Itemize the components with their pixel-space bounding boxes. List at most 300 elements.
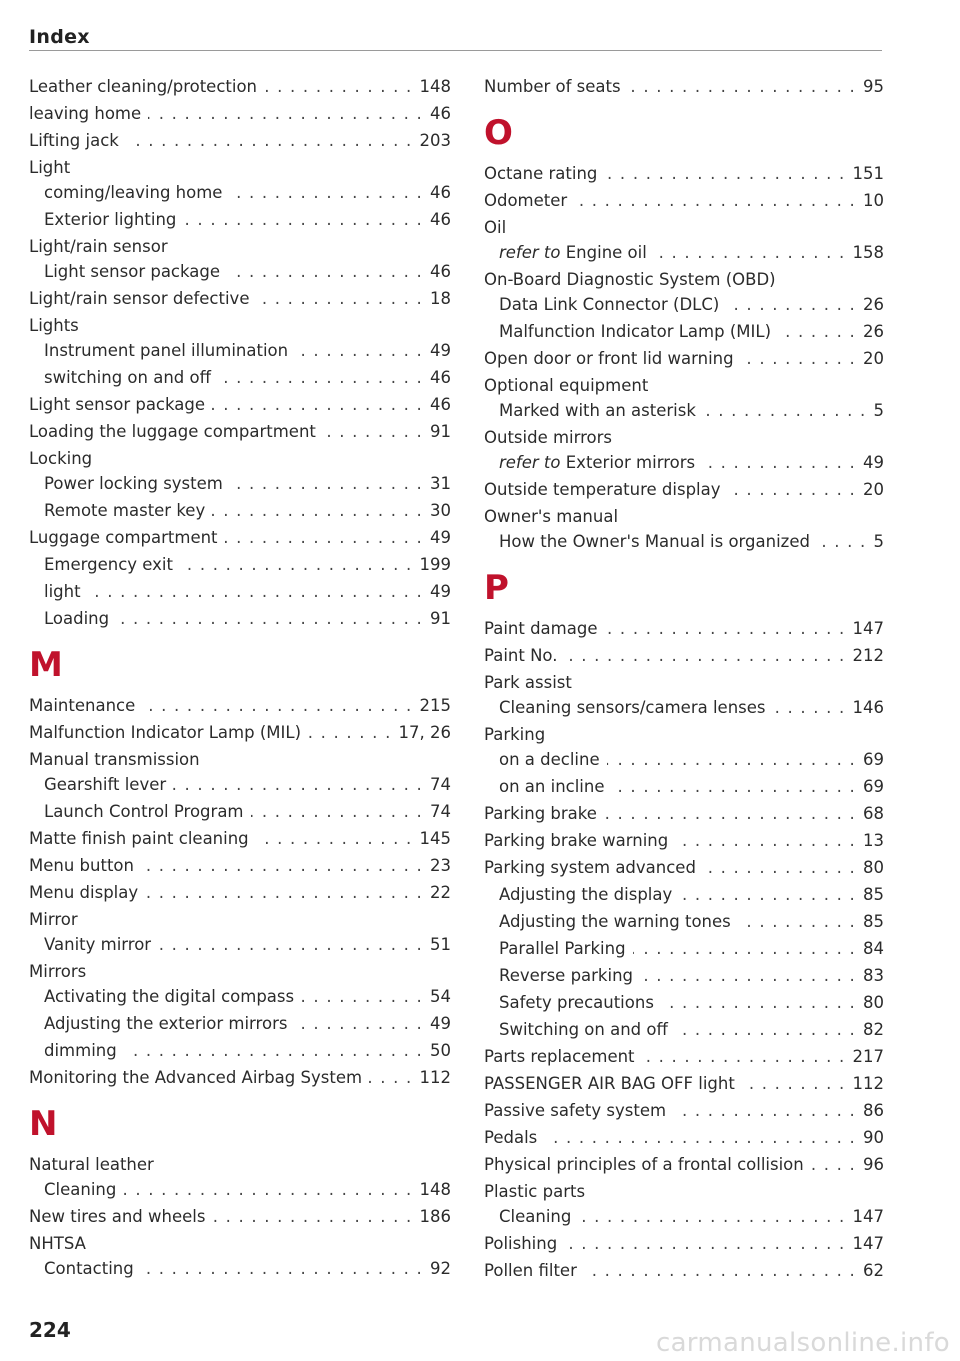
dot-leader: [738, 909, 856, 934]
dot-leader: [773, 695, 846, 720]
page-reference: 18: [430, 289, 451, 308]
page-reference: 5: [873, 401, 884, 420]
index-term: [484, 1152, 804, 1177]
index-term-text: Paint No.: [484, 646, 558, 665]
index-term-text: Malfunction Indicator Lamp (MIL): [29, 723, 302, 742]
dot-leader: [703, 398, 867, 423]
page-reference: 147: [852, 1207, 884, 1226]
index-subentry: [29, 1177, 451, 1202]
page-reference: 17, 26: [398, 723, 451, 742]
index-term-text: Power locking system: [44, 474, 223, 493]
index-term-text: Launch Control Program: [44, 802, 244, 821]
index-term: [484, 188, 567, 213]
index-entry: [484, 828, 884, 853]
index-heading: [29, 313, 451, 338]
index-term: [44, 180, 222, 205]
index-term-text: light: [44, 582, 81, 601]
index-entry: [484, 74, 884, 99]
index-term-text: Optional equipment: [484, 376, 649, 395]
index-entry: [484, 616, 884, 641]
index-entry: [484, 188, 884, 213]
index-term: [44, 799, 244, 824]
page-reference: 10: [863, 191, 884, 210]
index-term-text: Locking: [29, 449, 93, 468]
index-term: [484, 1179, 585, 1204]
dot-leader: [173, 772, 423, 797]
dot-leader: [124, 1038, 423, 1063]
index-term-text: How the Owner's Manual is organized: [499, 532, 810, 551]
page-reference: 46: [430, 395, 451, 414]
index-term-text: Parking brake: [484, 804, 597, 823]
index-heading: [29, 907, 451, 932]
index-term: [29, 1204, 205, 1229]
page-reference: 145: [419, 829, 451, 848]
cross-reference-label: refer to: [499, 243, 561, 262]
dot-leader: [116, 606, 423, 631]
index-term: [484, 1098, 666, 1123]
index-term: [484, 373, 648, 398]
page-reference: 112: [852, 1074, 884, 1093]
index-subentry: [29, 579, 451, 604]
index-term-text: Light/rain sensor defective: [29, 289, 250, 308]
index-term: [29, 419, 316, 444]
index-term-text: Owner's manual: [484, 507, 619, 526]
dot-leader: [741, 346, 856, 371]
index-term-text: Plastic parts: [484, 1182, 586, 1201]
index-term-text: Octane rating: [484, 164, 598, 183]
dot-leader: [251, 799, 424, 824]
dot-leader: [642, 1044, 846, 1069]
index-term-text: Adjusting the warning tones: [499, 912, 731, 931]
page-reference: 50: [430, 1041, 451, 1060]
index-entry: [29, 128, 451, 153]
index-term-text: Adjusting the display: [499, 885, 673, 904]
dot-leader: [145, 880, 423, 905]
index-term: [484, 1044, 635, 1069]
page-reference: 80: [863, 858, 884, 877]
index-subentry: [484, 990, 884, 1015]
index-subentry: [484, 909, 884, 934]
index-term: [29, 234, 168, 259]
index-term-text: Lights: [29, 316, 79, 335]
index-entry: [484, 643, 884, 668]
index-subentry: [484, 398, 884, 423]
page-reference: 147: [852, 619, 884, 638]
index-heading: [484, 215, 884, 240]
index-term-text: New tires and wheels: [29, 1207, 206, 1226]
index-subentry: [29, 207, 451, 232]
page-reference: 49: [430, 1014, 451, 1033]
index-term-text: Loading: [44, 609, 110, 628]
index-entry: [484, 1231, 884, 1256]
index-term: [499, 398, 696, 423]
page-reference: 69: [863, 750, 884, 769]
index-subentry: [29, 984, 451, 1009]
page-reference: 26: [863, 295, 884, 314]
index-term: [499, 529, 810, 554]
index-subentry: [484, 695, 884, 720]
index-term-text: Maintenance: [29, 696, 136, 715]
index-entry: [484, 1125, 884, 1150]
page-reference: 84: [863, 939, 884, 958]
index-term: [29, 959, 86, 984]
index-term: [44, 932, 151, 957]
index-heading: [484, 373, 884, 398]
dot-leader: [564, 1231, 845, 1256]
index-term-text: Odometer: [484, 191, 568, 210]
dot-leader: [88, 579, 423, 604]
index-term-text: Marked with an asterisk: [499, 401, 696, 420]
index-term: [499, 882, 672, 907]
page-reference: 5: [873, 532, 884, 551]
index-term-text: Park assist: [484, 673, 572, 692]
index-term: [29, 747, 200, 772]
dot-leader: [633, 936, 856, 961]
index-subentry: [29, 338, 451, 363]
dot-leader: [323, 419, 423, 444]
index-subentry: [29, 471, 451, 496]
index-term: [484, 855, 696, 880]
index-term-text: Cleaning: [44, 1180, 117, 1199]
index-term-text: Number of seats: [484, 77, 621, 96]
page-reference: 46: [430, 104, 451, 123]
index-term-text: Loading the luggage compartment: [29, 422, 316, 441]
page-reference: 85: [863, 885, 884, 904]
index-subentry: [484, 240, 884, 265]
page-reference: 51: [430, 935, 451, 954]
dot-leader: [212, 392, 423, 417]
index-term: [29, 446, 92, 471]
index-term-text: Pollen filter: [484, 1261, 577, 1280]
page-reference: 49: [430, 341, 451, 360]
index-term: [29, 286, 249, 311]
index-section-letter: N: [29, 1104, 58, 1144]
page-reference: 49: [863, 453, 884, 472]
index-subentry: [29, 498, 451, 523]
index-term-text: Gearshift lever: [44, 775, 167, 794]
page-reference: 46: [430, 262, 451, 281]
dot-leader: [578, 1204, 845, 1229]
index-subentry: [29, 365, 451, 390]
page-reference: 147: [852, 1234, 884, 1253]
dot-leader: [679, 882, 856, 907]
index-term: [499, 909, 731, 934]
index-term: [44, 579, 81, 604]
index-subentry: [29, 552, 451, 577]
index-subentry: [484, 936, 884, 961]
index-term-text: Luggage compartment: [29, 528, 218, 547]
index-term-text: Leather cleaning/protection: [29, 77, 258, 96]
index-subentry: [484, 963, 884, 988]
index-term-text: Exterior lighting: [44, 210, 177, 229]
index-subentry: [29, 932, 451, 957]
index-entry: [29, 392, 451, 417]
index-term-text: Safety precautions: [499, 993, 654, 1012]
index-term-text: Natural leather: [29, 1155, 154, 1174]
index-term-text: Reverse parking: [499, 966, 634, 985]
index-entry: [484, 477, 884, 502]
page-reference: 158: [852, 243, 884, 262]
index-heading: [484, 504, 884, 529]
page-reference: 49: [430, 582, 451, 601]
index-entry: [484, 1044, 884, 1069]
index-term: [29, 525, 218, 550]
index-entry: [484, 855, 884, 880]
index-subentry: [484, 1204, 884, 1229]
index-entry: [484, 1258, 884, 1283]
index-term-text: Parallel Parking: [499, 939, 626, 958]
index-term: [484, 616, 597, 641]
dot-leader: [661, 990, 856, 1015]
dot-leader: [212, 498, 423, 523]
dot-leader: [141, 853, 423, 878]
index-entry: [29, 101, 451, 126]
index-entry: [484, 161, 884, 186]
page-reference: 23: [430, 856, 451, 875]
index-term: [499, 292, 719, 317]
index-term: [484, 643, 557, 668]
index-term: [499, 963, 633, 988]
index-term: [484, 215, 506, 240]
index-term-text: coming/leaving home: [44, 183, 223, 202]
page-reference: 91: [430, 609, 451, 628]
dot-leader: [544, 1125, 856, 1150]
index-term-text: Oil: [484, 218, 507, 237]
page-reference: 80: [863, 993, 884, 1012]
index-term-text: Physical principles of a frontal collision: [484, 1155, 804, 1174]
index-term: [29, 907, 78, 932]
index-entry: [484, 801, 884, 826]
index-heading: [29, 1152, 451, 1177]
page-reference: 82: [863, 1020, 884, 1039]
dot-leader: [728, 477, 856, 502]
index-subentry: [484, 747, 884, 772]
index-entry: [29, 826, 451, 851]
index-term: [499, 319, 771, 344]
index-term-text: Monitoring the Advanced Airbag System: [29, 1068, 363, 1087]
index-heading: [29, 234, 451, 259]
index-subentry: [29, 606, 451, 631]
page-reference: 54: [430, 987, 451, 1006]
index-term-text: Matte finish paint cleaning: [29, 829, 249, 848]
index-term-text: Light/rain sensor: [29, 237, 168, 256]
index-entry: [484, 346, 884, 371]
index-term-text: Mirrors: [29, 962, 87, 981]
index-term: [29, 74, 257, 99]
index-heading: [29, 1231, 451, 1256]
index-term: [484, 670, 572, 695]
index-subentry: [29, 799, 451, 824]
page-reference: 30: [430, 501, 451, 520]
index-term: [499, 747, 600, 772]
index-term: [29, 101, 141, 126]
dot-leader: [183, 207, 423, 232]
index-section-letter: M: [29, 645, 63, 685]
page-number: 224: [29, 1318, 71, 1342]
page-reference: 46: [430, 368, 451, 387]
dot-leader: [227, 259, 423, 284]
index-subentry: [484, 319, 884, 344]
dot-leader: [141, 1256, 423, 1281]
page-reference: 148: [419, 1180, 451, 1199]
dot-leader: [702, 450, 856, 475]
index-term-text: leaving home: [29, 104, 142, 123]
index-subentry: [484, 1017, 884, 1042]
index-subentry: [29, 1038, 451, 1063]
index-subentry: [484, 774, 884, 799]
dot-leader: [564, 643, 845, 668]
dot-leader: [742, 1071, 846, 1096]
dot-leader: [604, 801, 856, 826]
index-term-text: Light sensor package: [44, 262, 221, 281]
index-entry: [29, 419, 451, 444]
dot-leader: [673, 1098, 856, 1123]
index-entry: [29, 880, 451, 905]
page-reference: 49: [430, 528, 451, 547]
dot-leader: [604, 616, 845, 641]
index-term-text: Parking brake warning: [484, 831, 669, 850]
index-term: [29, 313, 79, 338]
index-term: [484, 74, 621, 99]
index-term: [499, 1017, 668, 1042]
dot-leader: [628, 74, 856, 99]
page-reference: 91: [430, 422, 451, 441]
index-term-text: Switching on and off: [499, 1020, 668, 1039]
index-term: [44, 1256, 134, 1281]
index-term: [44, 365, 211, 390]
index-term-text: on an incline: [499, 777, 605, 796]
cross-reference-label: refer to: [499, 453, 561, 472]
index-term: [484, 801, 597, 826]
page-reference: 95: [863, 77, 884, 96]
index-term: [44, 471, 223, 496]
index-subentry: [29, 1256, 451, 1281]
index-term: [484, 477, 721, 502]
dot-leader: [301, 984, 423, 1009]
dot-leader: [180, 552, 413, 577]
page-reference: 112: [419, 1068, 451, 1087]
page-reference: 203: [419, 131, 451, 150]
dot-leader: [225, 525, 423, 550]
index-term: [484, 504, 618, 529]
page-reference: 85: [863, 912, 884, 931]
page-reference: 13: [863, 831, 884, 850]
page-header-title: Index: [29, 26, 90, 48]
index-term-text: Light sensor package: [29, 395, 206, 414]
index-entry: [484, 1098, 884, 1123]
index-term: [29, 826, 249, 851]
index-term-text: Activating the digital compass: [44, 987, 295, 1006]
index-term: [29, 693, 135, 718]
index-term-text: Emergency exit: [44, 555, 173, 574]
dot-leader: [607, 747, 856, 772]
index-subentry: [29, 180, 451, 205]
index-entry: [29, 1204, 451, 1229]
index-term-text: Cleaning: [499, 1207, 572, 1226]
index-term: [484, 1125, 537, 1150]
page-reference: 22: [430, 883, 451, 902]
index-term: [29, 392, 205, 417]
index-term-text: Instrument panel illumination: [44, 341, 289, 360]
index-term: [484, 722, 545, 747]
index-section-letter: O: [484, 113, 513, 153]
page-reference: 83: [863, 966, 884, 985]
index-term: [44, 606, 109, 631]
page-reference: 186: [419, 1207, 451, 1226]
index-term: [484, 425, 612, 450]
index-term-text: Passive safety system: [484, 1101, 667, 1120]
index-term-text: Paint damage: [484, 619, 598, 638]
page-reference: 151: [852, 164, 884, 183]
index-term-text: NHTSA: [29, 1234, 86, 1253]
index-term: [484, 161, 597, 186]
page-reference: 212: [852, 646, 884, 665]
index-term: [499, 450, 695, 475]
index-term-text: Adjusting the exterior mirrors: [44, 1014, 288, 1033]
index-term: [29, 1231, 86, 1256]
dot-leader: [778, 319, 856, 344]
dot-leader: [218, 365, 423, 390]
dot-leader: [369, 1065, 412, 1090]
index-term-text: Outside temperature display: [484, 480, 721, 499]
index-term: [484, 1071, 735, 1096]
dot-leader: [584, 1258, 856, 1283]
index-entry: [484, 1152, 884, 1177]
index-term: [44, 498, 205, 523]
dot-leader: [142, 693, 412, 718]
index-term-text: Polishing: [484, 1234, 558, 1253]
index-subentry: [29, 259, 451, 284]
index-term-text: Engine oil: [565, 243, 647, 262]
page-reference: 74: [430, 802, 451, 821]
dot-leader: [604, 161, 845, 186]
index-term: [44, 772, 166, 797]
page-reference: 74: [430, 775, 451, 794]
dot-leader: [148, 101, 423, 126]
page-reference: 68: [863, 804, 884, 823]
index-term-text: Data Link Connector (DLC): [499, 295, 720, 314]
index-column-left: [29, 74, 451, 1283]
index-term-text: Lifting jack: [29, 131, 119, 150]
index-term-text: Pedals: [484, 1128, 538, 1147]
index-term: [484, 1258, 577, 1283]
page-reference: 69: [863, 777, 884, 796]
index-term: [44, 1038, 117, 1063]
dot-leader: [726, 292, 856, 317]
index-term: [499, 695, 766, 720]
dot-leader: [158, 932, 423, 957]
index-term: [499, 774, 605, 799]
index-term: [44, 984, 294, 1009]
index-term: [44, 259, 220, 284]
index-term: [44, 1011, 287, 1036]
index-term-text: Light: [29, 158, 71, 177]
index-heading: [484, 425, 884, 450]
page-reference: 146: [852, 698, 884, 717]
index-heading: [29, 747, 451, 772]
page-reference: 31: [430, 474, 451, 493]
index-term: [484, 1231, 557, 1256]
dot-leader: [229, 180, 423, 205]
dot-leader: [612, 774, 856, 799]
index-column-right: [484, 74, 884, 1285]
index-entry: [29, 286, 451, 311]
dot-leader: [654, 240, 846, 265]
index-term: [44, 552, 173, 577]
index-term-text: Vanity mirror: [44, 935, 152, 954]
index-term: [44, 207, 176, 232]
index-term: [29, 128, 119, 153]
